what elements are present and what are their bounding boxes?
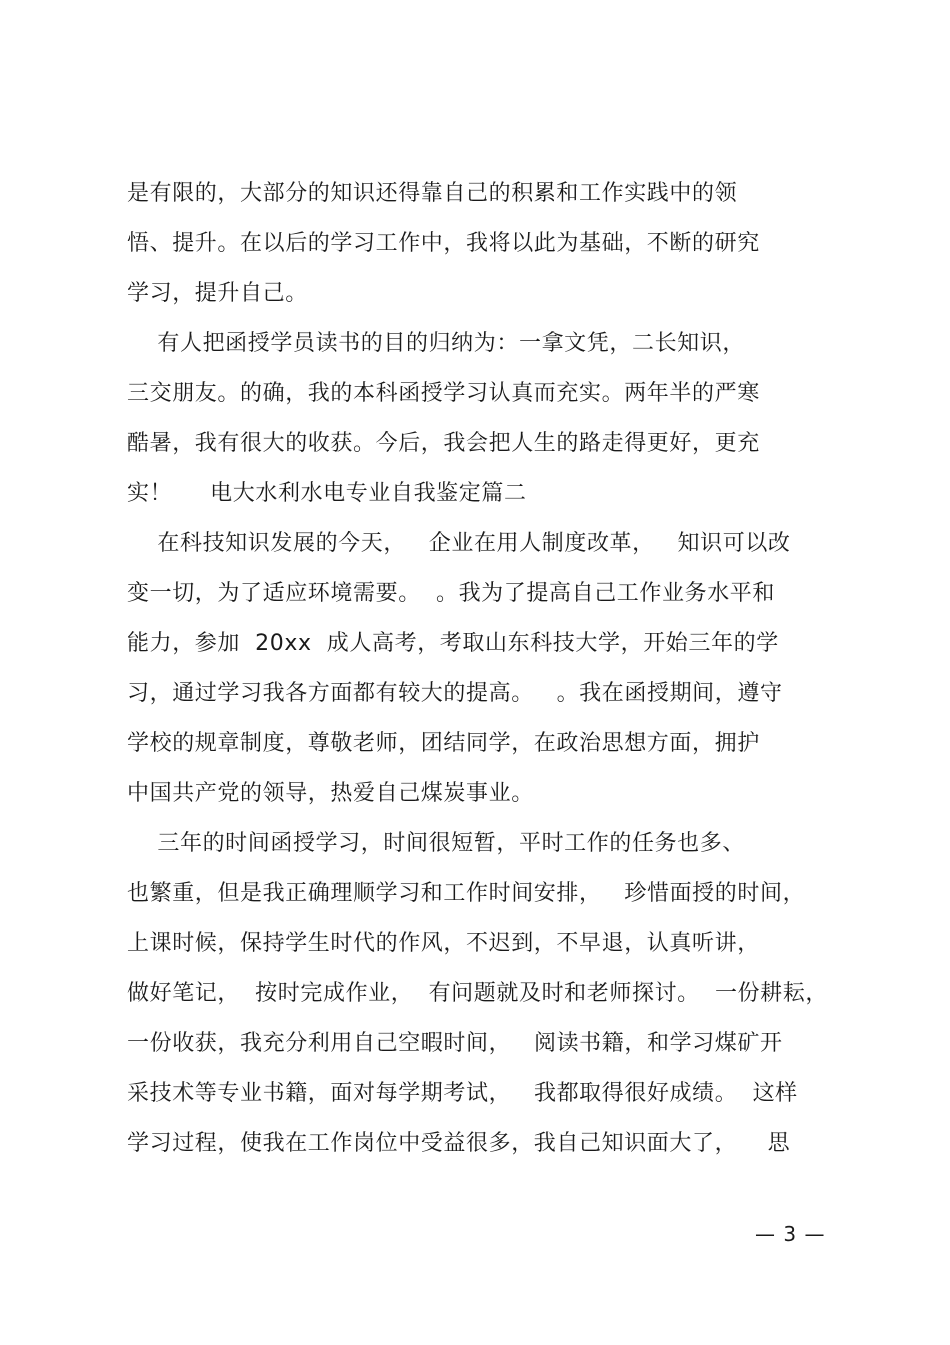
text-line: 能力，参加 20xx 成人高考，考取山东科技大学，开始三年的学 (127, 631, 779, 656)
text-line: 也繁重，但是我正确理顺学习和工作时间安排， 珍惜面授的时间， (127, 881, 806, 906)
text-line: 酷暑，我有很大的收获。今后，我会把人生的路走得更好，更充 (127, 431, 760, 456)
text-line: 是有限的，大部分的知识还得靠自己的积累和工作实践中的领 (127, 181, 738, 206)
text-line: 变一切，为了适应环境需要。 。我为了提高自己工作业务水平和 (127, 581, 775, 606)
text-line: 习，通过学习我各方面都有较大的提高。 。我在函授期间，遵守 (127, 681, 783, 706)
text-line: 采技术等专业书籍，面对每学期考试， 我都取得很好成绩。 这样 (127, 1081, 798, 1106)
text-line: 学习，提升自己。 (127, 281, 308, 306)
text-line: 做好笔记， 按时完成作业， 有问题就及时和老师探讨。 一份耕耘， (127, 981, 828, 1006)
text-line: 中国共产党的领导，热爱自己煤炭事业。 (127, 781, 534, 806)
text-line: 在科技知识发展的今天， 企业在用人制度改革， 知识可以改 (127, 531, 791, 556)
text-line: 有人把函授学员读书的目的归纳为：一拿文凭，二长知识， (127, 331, 745, 356)
text-line: 悟、提升。在以后的学习工作中，我将以此为基础，不断的研究 (127, 231, 760, 256)
text-line: 三交朋友。的确，我的本科函授学习认真而充实。两年半的严寒 (127, 381, 760, 406)
text-line-with-heading: 实！ 电大水利水电专业自我鉴定篇二 (127, 481, 527, 506)
text-line: 学校的规章制度，尊敬老师，团结同学，在政治思想方面，拥护 (127, 731, 760, 756)
page-number: — 3 — (755, 1222, 826, 1246)
text-line: 一份收获，我充分利用自己空暇时间， 阅读书籍，和学习煤矿开 (127, 1031, 783, 1056)
text-line: 学习过程，使我在工作岗位中受益很多，我自己知识面大了， 思 (127, 1131, 791, 1156)
text-line: 三年的时间函授学习，时间很短暂，平时工作的任务也多、 (127, 831, 745, 856)
text-line: 上课时候，保持学生时代的作风，不迟到，不早退，认真听讲， (127, 931, 760, 956)
